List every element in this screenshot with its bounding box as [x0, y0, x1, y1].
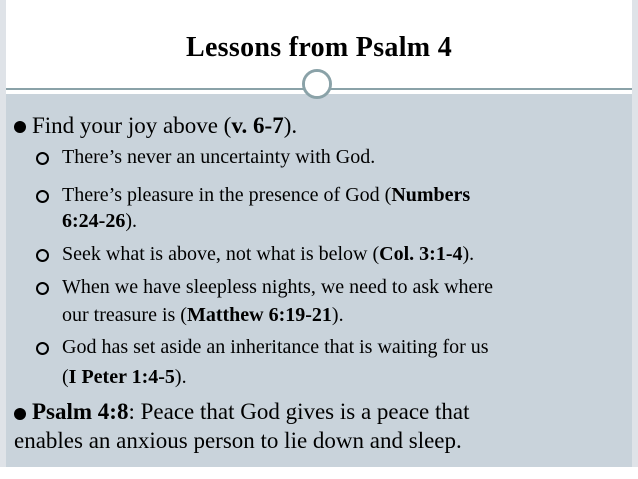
bullet-icon — [14, 408, 26, 420]
sub-bullet-3-text: Seek what is above, not what is below ( — [62, 243, 380, 265]
ring-bullet-icon — [36, 249, 49, 262]
sub-bullet-5-line-2 — [62, 366, 187, 389]
sub-bullet-2-ref: Numbers — [391, 184, 471, 206]
bullet-2-line-1 — [32, 399, 470, 425]
sub-bullet-3-end: ). — [462, 243, 475, 265]
bullet-2-ref: Psalm 4:8 — [32, 399, 129, 424]
sub-bullet-4-end: ). — [331, 304, 344, 326]
sub-bullet-2-ref-cont: 6:24-26 — [62, 210, 126, 232]
sub-bullet-5-text: ( — [62, 366, 69, 388]
bullet-1 — [32, 113, 297, 139]
sub-bullet-4-ref: Matthew 6:19-21 — [186, 304, 332, 326]
sub-bullet-1: There’s never an uncertainty with God. — [62, 146, 376, 168]
sub-bullet-2-line-2 — [62, 210, 137, 233]
ring-bullet-icon — [36, 282, 49, 295]
slide-title: Lessons from Psalm 4 — [185, 32, 453, 63]
circle-ornament-inner — [305, 72, 329, 96]
right-border — [632, 0, 638, 479]
bullet-2-text: : Peace that God gives is a peace that — [128, 399, 470, 424]
bullet-icon — [14, 121, 26, 133]
sub-bullet-2-end: ). — [125, 210, 137, 232]
sub-bullet-5-line-1: God has set aside an inheritance that is waiting for us — [62, 336, 489, 358]
bullet-1-text: Find your joy above ( — [32, 113, 232, 138]
ring-bullet-icon — [36, 190, 49, 203]
sub-bullet-3 — [62, 243, 474, 266]
sub-bullet-5-ref: I Peter 1:4-5 — [68, 366, 175, 388]
ring-bullet-icon — [36, 342, 49, 355]
ring-bullet-icon — [36, 152, 49, 165]
bullet-1-end: ). — [283, 113, 298, 138]
sub-bullet-4-line-1: When we have sleepless nights, we need to ask where — [62, 276, 493, 298]
bullet-1-ref: v. 6-7 — [231, 113, 284, 138]
sub-bullet-4-line-2 — [62, 304, 344, 327]
sub-bullet-4-text: our treasure is ( — [62, 304, 187, 326]
sub-bullet-3-ref: Col. 3:1-4 — [379, 243, 463, 265]
bottom-margin — [0, 467, 638, 479]
bullet-2-line-2: enables an anxious person to lie down and sleep. — [14, 428, 462, 453]
sub-bullet-2-text: There’s pleasure in the presence of God ( — [62, 184, 392, 206]
sub-bullet-5-end: ). — [174, 366, 187, 388]
sub-bullet-2-line-1 — [62, 184, 470, 207]
